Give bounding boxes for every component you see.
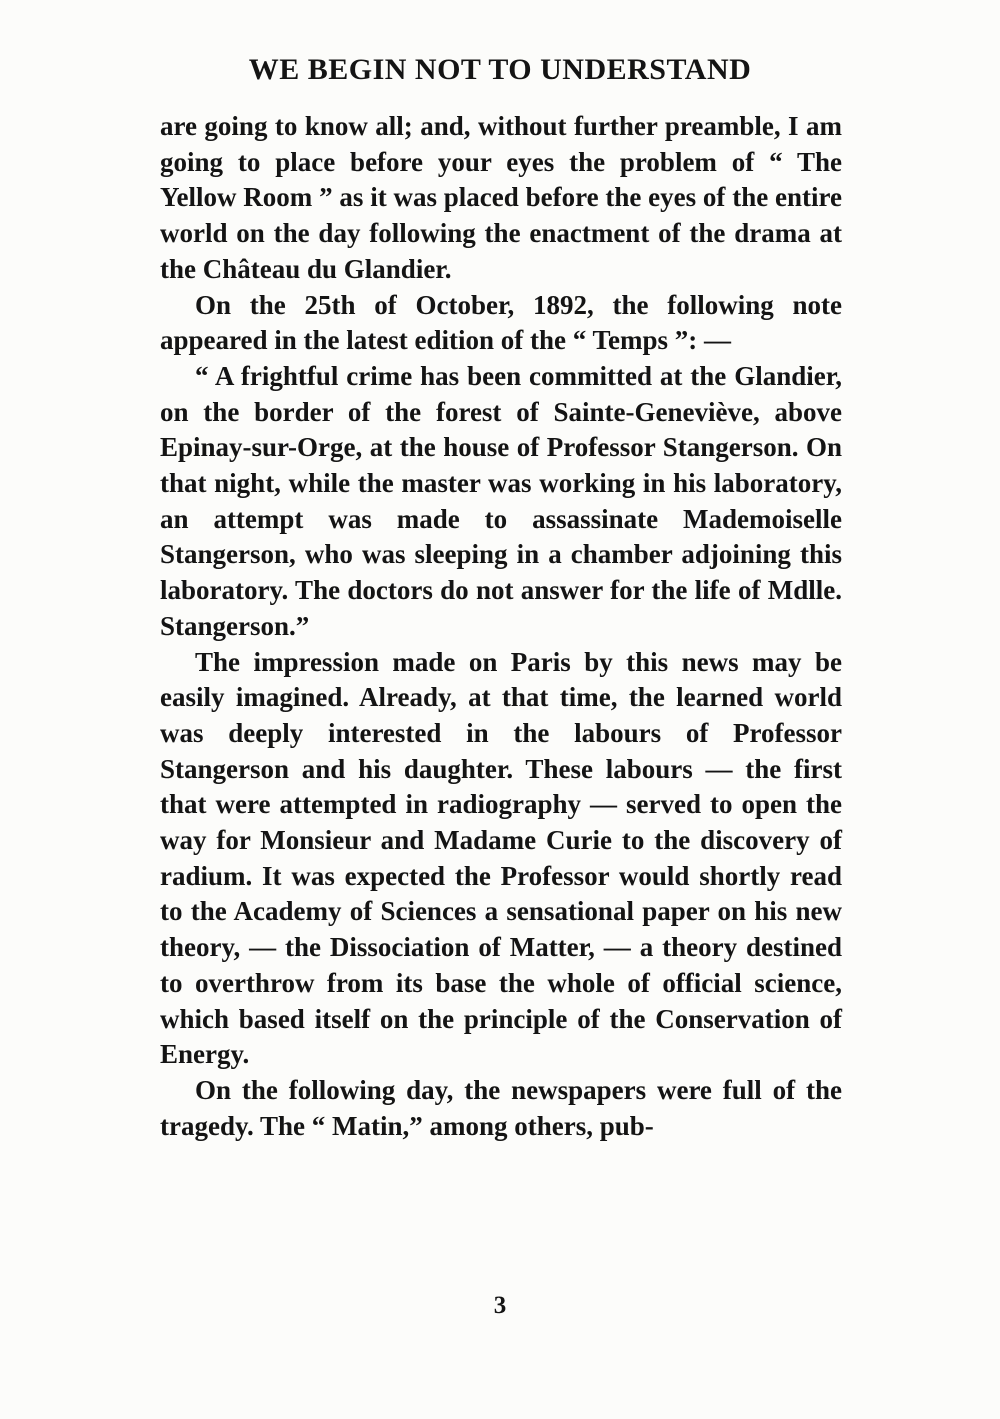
running-title: WE BEGIN NOT TO UNDERSTAND <box>248 53 752 86</box>
page-number: 3 <box>493 1292 507 1319</box>
paragraph-following-day: On the following day, the newspapers were full of the tragedy. The “ Matin,” among others, pub- <box>160 1074 842 1141</box>
paragraph-temps-note: On the 25th of October, 1892, the following note appeared in the latest edition of the “ Temps ”: — <box>160 289 842 356</box>
paragraph-continued: are going to know all; and, without further preamble, I am going to place before your eyes the problem of “ The Yellow Room ” as it was placed before the eyes of the entire world on the day following the enactment of the drama at the Château du Glandier. <box>160 111 842 284</box>
paragraph-impression: The impression made on Paris by this news may be easily imagined. Already, at that time, the learned world was deeply interested in the labours of Professor Stangerson and his daughter. These labours — the first that were attempted in radiography — served to open the way for Monsieur and Madame Curie to the discovery of radium. It was expected the Professor would shortly read to the Academy of Sciences a sensational paper on his new theory, — the Dissociation of Matter, — a theory destined to overthrow from its base the whole of official science, which based itself on the principle of the Conservation of Energy. <box>160 646 842 1070</box>
paragraph-quoted-report: “ A frightful crime has been committed at the Glandier, on the border of the forest of Sainte-Geneviève, above Epinay-sur-Orge, at the house of Professor Stangerson. On that night, while the master was working in his laboratory, an attempt was made to assassinate Mademoiselle Stangerson, who was sleeping in a chamber adjoining this laboratory. The doctors do not answer for the life of Mdlle. Stangerson.” <box>160 360 842 641</box>
body-text <box>160 109 842 1144</box>
